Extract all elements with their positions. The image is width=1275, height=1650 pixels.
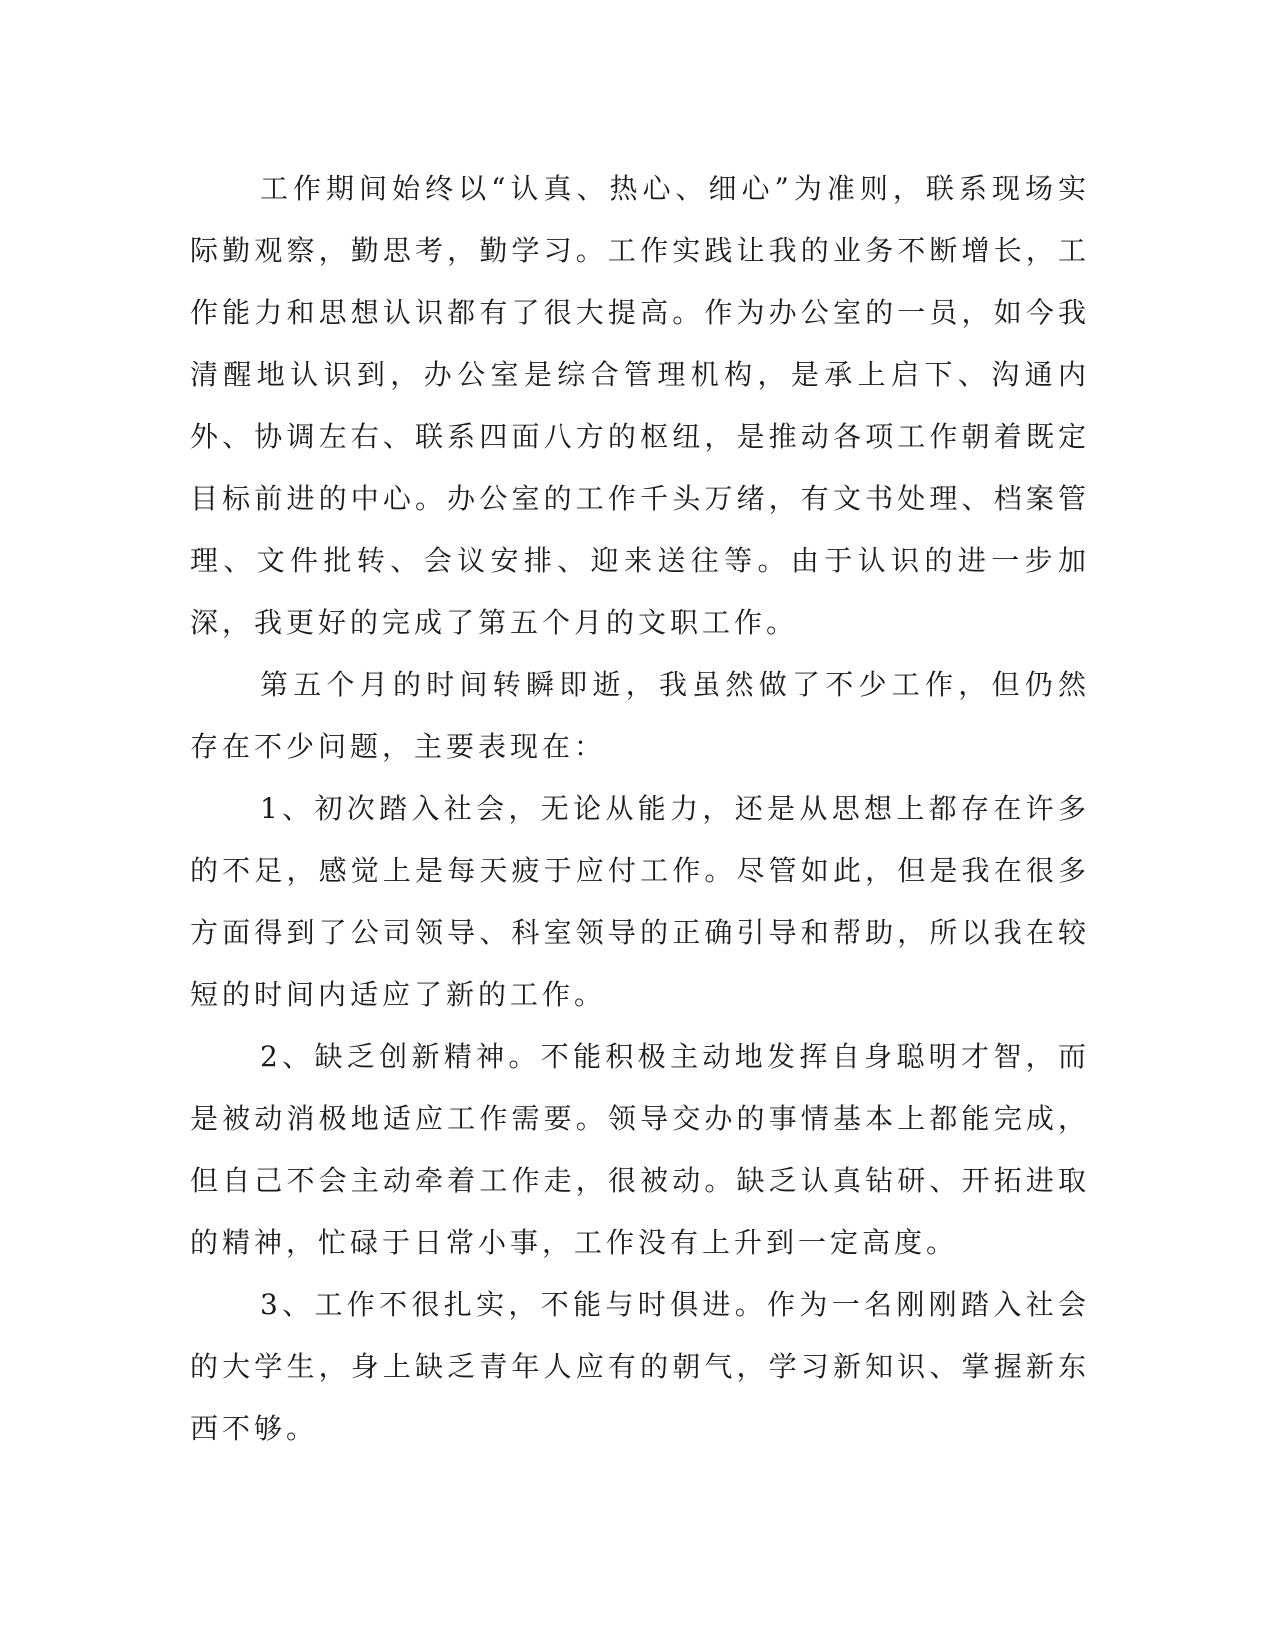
paragraph-problem-1: 1、初次踏入社会，无论从能力，还是从思想上都存在许多的不足，感觉上是每天疲于应付工作。尽管如此，但是我在很多方面得到了公司领导、科室领导的正确引导和帮助，所以我在较短的时间内适应了新的工作。 bbox=[190, 792, 1090, 1011]
paragraph-problems-intro: 第五个月的时间转瞬即逝，我虽然做了不少工作，但仍然存在不少问题，主要表现在： bbox=[190, 668, 1090, 763]
paragraph-work-principles: 工作期间始终以“认真、热心、细心”为准则，联系现场实际勤观察，勤思考，勤学习。工作实践让我的业务不断增长，工作能力和思想认识都有了很大提高。作为办公室的一员，如今我清醒地认识到，办公室是综合管理机构，是承上启下、沟通内外、协调左右、联系四面八方的枢纽，是推动各项工作朝着既定目标前进的中心。办公室的工作千头万绪，有文书处理、档案管理、文件批转、会议安排、迎来送往等。由于认识的进一步加深，我更好的完成了第五个月的文职工作。 bbox=[190, 172, 1090, 639]
document-body bbox=[190, 158, 1090, 1460]
paragraph-problem-3: 3、工作不很扎实，不能与时俱进。作为一名刚刚踏入社会的大学生，身上缺乏青年人应有的朝气，学习新知识、掌握新东西不够。 bbox=[190, 1288, 1090, 1445]
paragraph-problem-2: 2、缺乏创新精神。不能积极主动地发挥自身聪明才智，而是被动消极地适应工作需要。领导交办的事情基本上都能完成，但自己不会主动牵着工作走，很被动。缺乏认真钻研、开拓进取的精神，忙碌于日常小事，工作没有上升到一定高度。 bbox=[190, 1040, 1090, 1259]
